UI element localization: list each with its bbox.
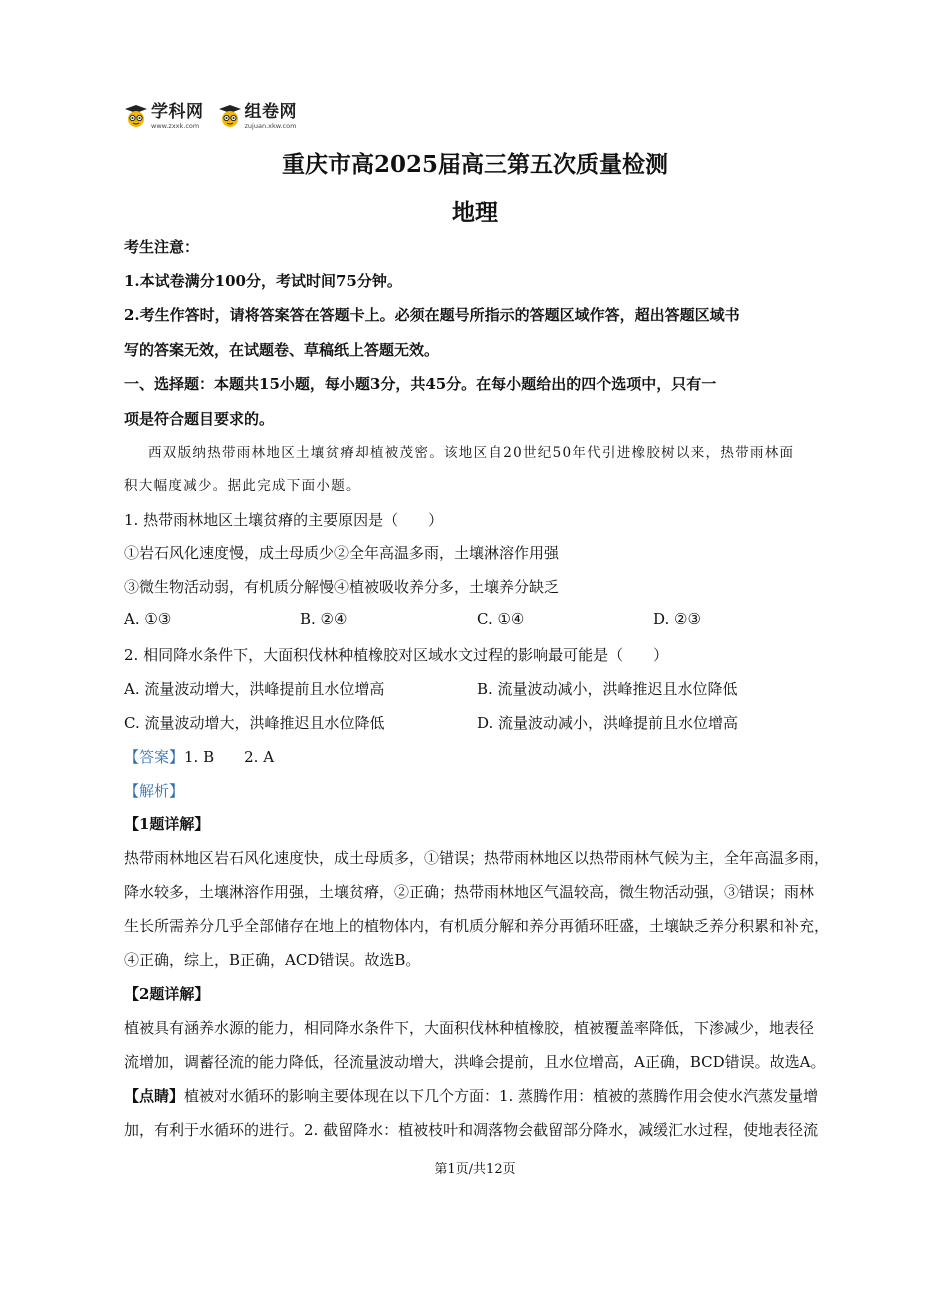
notice-heading: 考生注意： xyxy=(124,238,200,256)
header-logos xyxy=(124,104,297,130)
q1-statement-2: ③微生物活动弱，有机质分解慢④植被吸收养分多，土壤养分缺乏 xyxy=(124,578,560,596)
detail-1-line: ④正确，综上，B正确，ACD错误。故选B。 xyxy=(124,951,421,969)
notice-item-2-line2: 写的答案无效，在试题卷、草稿纸上答题无效。 xyxy=(124,341,440,359)
detail-2-line: 植被具有涵养水源的能力，相同降水条件下，大面积伐林种植橡胶，植被覆盖率降低，下渗减少，地表径 xyxy=(124,1019,815,1037)
page-subtitle: 地理 xyxy=(452,199,498,226)
detail-1-line: 热带雨林地区岩石风化速度快，成土母质多，①错误；热带雨林地区以热带雨林气候为主，全年高温多雨， xyxy=(124,849,830,867)
logo-name: 组卷网 xyxy=(244,102,297,122)
answer-row xyxy=(124,746,274,767)
q2-option-c: C. 流量波动增大，洪峰推迟且水位降低 xyxy=(124,714,385,732)
answer-1: 1. B xyxy=(184,748,215,766)
tip-line1 xyxy=(124,1085,818,1106)
q2-stem: 2. 相同降水条件下，大面积伐林种植橡胶对区域水文过程的影响最可能是（ ） xyxy=(124,646,669,664)
q1-statement-1: ①岩石风化速度慢，成土母质少②全年高温多雨，土壤淋溶作用强 xyxy=(124,544,560,562)
q1-option-c: C. ①④ xyxy=(477,610,525,628)
page-title: 重庆市高2025届高三第五次质量检测 xyxy=(281,151,668,178)
mascot-icon xyxy=(124,104,148,128)
section-heading-line2: 项是符合题目要求的。 xyxy=(124,410,275,428)
q2-option-a: A. 流量波动增大，洪峰提前且水位增高 xyxy=(124,680,385,698)
passage-line2: 积大幅度减少。据此完成下面小题。 xyxy=(124,478,361,494)
logo-name: 学科网 xyxy=(151,102,204,122)
q1-option-b: B. ②④ xyxy=(300,610,348,628)
tip-text: 植被对水循环的影响主要体现在以下几个方面：1. 蒸腾作用：植被的蒸腾作用会使水汽蒸发量增 xyxy=(184,1087,819,1105)
mascot-icon xyxy=(218,104,242,128)
section-heading-line1: 一、选择题：本题共15小题，每小题3分，共45分。在每小题给出的四个选项中，只有一 xyxy=(124,375,717,393)
q2-option-b: B. 流量波动减小，洪峰推迟且水位降低 xyxy=(477,680,738,698)
q1-option-d: D. ②③ xyxy=(653,610,701,628)
detail-1-line: 生长所需养分几乎全部储存在地上的植物体内，有机质分解和养分再循环旺盛，土壤缺乏养分积累和补充， xyxy=(124,917,830,935)
detail-1-line: 降水较多，土壤淋溶作用强，土壤贫瘠，②正确；热带雨林地区气温较高，微生物活动强，③错误；雨林 xyxy=(124,883,815,901)
tip-label: 【点睛】 xyxy=(124,1087,185,1105)
page-number: 第1页/共12页 xyxy=(434,1162,516,1177)
q1-option-a: A. ①③ xyxy=(124,610,172,628)
passage-line1: 西双版纳热带雨林地区土壤贫瘠却植被茂密。该地区自20世纪50年代引进橡胶树以来，热带雨林面 xyxy=(148,445,795,461)
detail-1-heading: 【1题详解】 xyxy=(124,815,210,833)
answer-2: 2. A xyxy=(244,748,275,766)
tip-line2: 加，有利于水循环的进行。2. 截留降水：植被枝叶和凋落物会截留部分降水，减缓汇水过程，使地表径流 xyxy=(124,1121,819,1139)
q2-option-d: D. 流量波动减小，洪峰提前且水位增高 xyxy=(477,714,739,732)
logo-url: zujuan.xkw.com xyxy=(244,122,297,130)
logo-xuekewang xyxy=(124,104,204,130)
notice-item-2-line1: 2.考生作答时，请将答案答在答题卡上。必须在题号所指示的答题区域作答，超出答题区域书 xyxy=(124,306,740,324)
detail-2-heading: 【2题详解】 xyxy=(124,985,210,1003)
logo-url: www.zxxk.com xyxy=(151,122,200,130)
detail-2-line: 流增加，调蓄径流的能力降低，径流量波动增大，洪峰会提前，且水位增高，A正确，BCD错误。故选A。 xyxy=(124,1053,826,1071)
analysis-label: 【解析】 xyxy=(124,782,185,800)
logo-zujuanwang xyxy=(218,104,298,130)
notice-item-1: 1.本试卷满分100分，考试时间75分钟。 xyxy=(124,272,402,290)
q1-stem: 1. 热带雨林地区土壤贫瘠的主要原因是（ ） xyxy=(124,511,444,529)
answer-label: 【答案】 xyxy=(124,748,185,766)
